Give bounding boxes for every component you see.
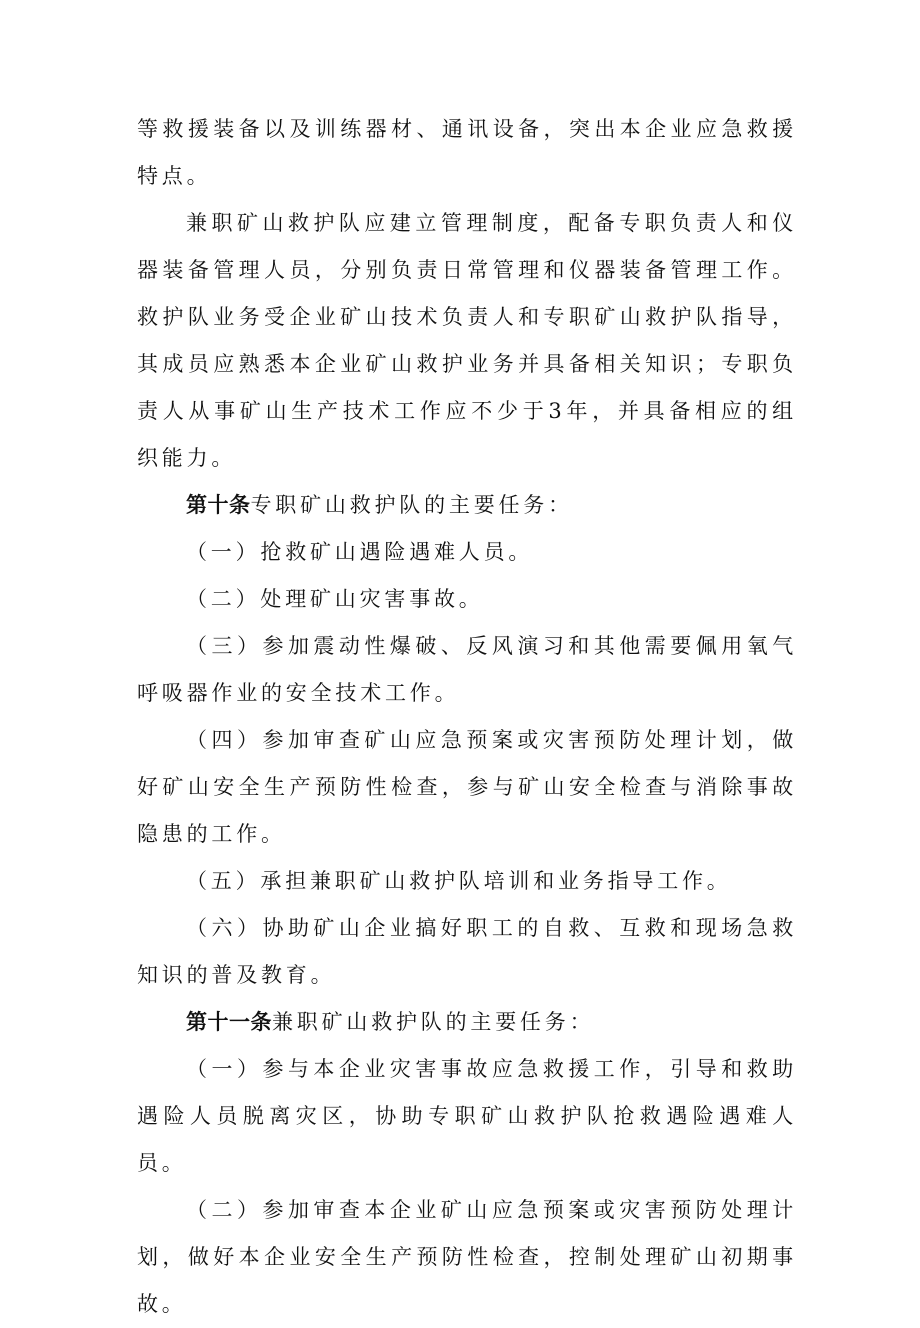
list-item [137,1046,797,1187]
paragraph-text: （二）参加审查本企业矿山应急预案或灾害预防处理计划，做好本企业安全生产预防性检查，控制处理矿山初期事故。 [137,1198,797,1316]
article-paragraph [137,999,797,1046]
list-item [137,576,797,623]
paragraph-text: （五）承担兼职矿山救护队培训和业务指导工作。 [186,869,732,893]
paragraph [137,106,797,200]
paragraph-text: （六）协助矿山企业搞好职工的自救、互救和现场急救知识的普及教育。 [137,916,797,987]
list-item [137,905,797,999]
paragraph-text: 专职矿山救护队的主要任务： [250,493,573,517]
paragraph-text: 兼职矿山救护队的主要任务： [272,1010,595,1034]
list-item [137,858,797,905]
list-item [137,1187,797,1328]
paragraph-text: 等救援装备以及训练器材、通讯设备，突出本企业应急救援特点。 [137,117,797,188]
article-paragraph [137,482,797,529]
list-item [137,529,797,576]
article-heading: 第十一条 [186,1010,272,1034]
paragraph-text: 兼职矿山救护队应建立管理制度，配备专职负责人和仪器装备管理人员，分别负责日常管理和仪器装备管理工作。救护队业务受企业矿山技术负责人和专职矿山救护队指导，其成员应熟悉本企业矿山救护业务并具备相关知识；专职负责人从事矿山生产技术工作应不少于3年，并具备相应的组织能力。 [137,211,797,470]
paragraph [137,200,797,482]
paragraph-text: （二）处理矿山灾害事故。 [186,587,484,611]
paragraph-text: （四）参加审查矿山应急预案或灾害预防处理计划，做好矿山安全生产预防性检查，参与矿山安全检查与消除事故隐患的工作。 [137,728,797,846]
paragraph-text: （一）抢救矿山遇险遇难人员。 [186,540,534,564]
document-body [137,106,797,1328]
list-item [137,623,797,717]
list-item [137,717,797,858]
paragraph-text: （三）参加震动性爆破、反风演习和其他需要佩用氧气呼吸器作业的安全技术工作。 [137,634,797,705]
paragraph-text: （一）参与本企业灾害事故应急救援工作，引导和救助遇险人员脱离灾区，协助专职矿山救护队抢救遇险遇难人员。 [137,1057,797,1175]
article-heading: 第十条 [186,493,251,517]
